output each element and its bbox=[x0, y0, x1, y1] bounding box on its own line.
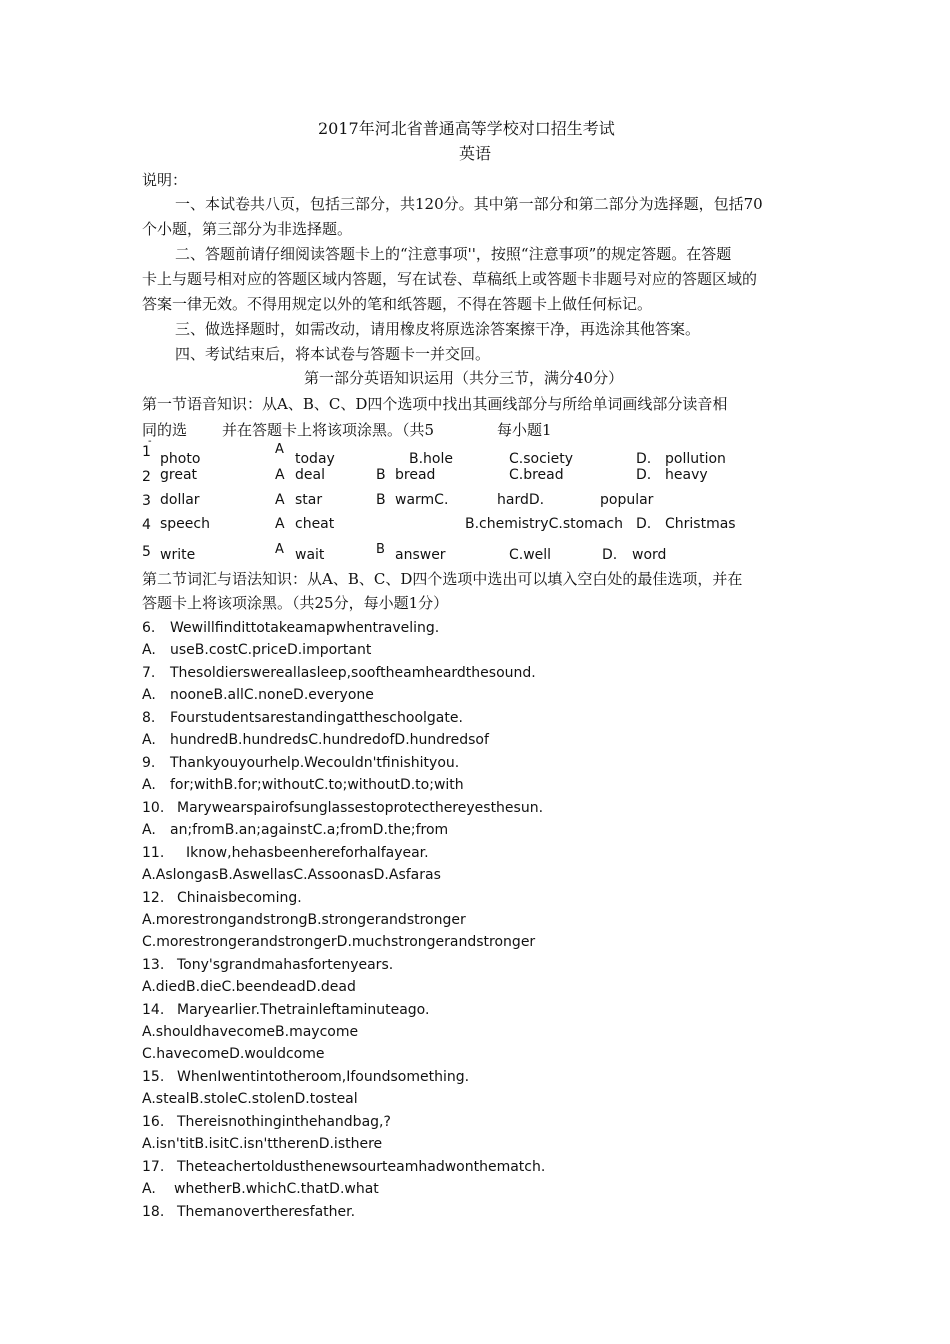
option-label: A. bbox=[142, 642, 156, 658]
question-number: 10. bbox=[142, 800, 165, 816]
phonetic-q3-word: dollar bbox=[160, 492, 200, 508]
question-number: 14. bbox=[142, 1002, 165, 1018]
question-number: 12. bbox=[142, 890, 165, 906]
option-text: whetherB.whichC.thatD.what bbox=[174, 1181, 379, 1197]
option-text: an;fromB.an;againstC.a;fromD.the;from bbox=[170, 822, 449, 838]
option-text: hundredB.hundredsC.hundredofD.hundredsof bbox=[170, 732, 489, 748]
phonetic-q5-d: word bbox=[632, 547, 667, 563]
phonetic-q4-a-label: A bbox=[275, 516, 285, 532]
question-text: Thankyouyourhelp.Wecouldn'tfinishityou. bbox=[170, 755, 460, 771]
instruction-2-line-1: 二、答题前请仔细阅读答题卡上的“注意事项''，按照“注意事项”的规定答题。在答题 bbox=[175, 245, 732, 263]
phonetic-q5-d-label: D. bbox=[602, 547, 618, 563]
question-text: Chinaisbecoming. bbox=[177, 890, 302, 906]
question-number: 8. bbox=[142, 710, 156, 726]
question-text: Tony'sgrandmahasfortenyears. bbox=[177, 957, 394, 973]
option-text: useB.costC.priceD.important bbox=[170, 642, 372, 658]
phonetic-q4-a: cheat bbox=[295, 516, 335, 532]
instruction-1-line-2: 个小题，第三部分为非选择题。 bbox=[142, 220, 353, 238]
phonetic-q1-word: photo bbox=[160, 451, 201, 467]
option-text: A.isn'titB.isitC.isn'ttherenD.isthere bbox=[142, 1136, 383, 1152]
phonetic-q1-b: B.hole bbox=[409, 451, 453, 467]
question-number: 6. bbox=[142, 620, 156, 636]
option-text: C.havecomeD.wouldcome bbox=[142, 1046, 325, 1062]
phonetic-q5-b: answer bbox=[395, 547, 446, 563]
phonetic-q2-c: C.bread bbox=[509, 467, 564, 483]
question-number: 7. bbox=[142, 665, 156, 681]
phonetic-q1-a: today bbox=[295, 451, 335, 467]
phonetic-q3-a: star bbox=[295, 492, 323, 508]
phonetic-q3-c: hardD. bbox=[497, 492, 545, 508]
question-text: Maryearlier.Thetrainleftaminuteago. bbox=[177, 1002, 430, 1018]
instruction-2-line-3: 答案一律无效。不得用规定以外的笔和纸答题，不得在答题卡上做任何标记。 bbox=[142, 295, 653, 313]
option-text: nooneB.allC.noneD.everyone bbox=[170, 687, 374, 703]
phonetic-q2-b: bread bbox=[395, 467, 436, 483]
instruction-3: 三、做选择题时，如需改动，请用橡皮将原选涂答案擦干净，再选涂其他答案。 bbox=[175, 320, 701, 338]
instruction-1-line-1: 一、本试卷共八页，包括三部分，共120分。其中第一部分和第二部分为选择题，包括70 bbox=[175, 195, 763, 213]
phonetic-q3-number: 3 bbox=[142, 493, 151, 509]
option-label: A. bbox=[142, 777, 156, 793]
option-label: A. bbox=[142, 822, 156, 838]
phonetic-q3-b-label: B bbox=[376, 492, 386, 508]
option-text: C.morestrongerandstrongerD.muchstrongerandstronger bbox=[142, 934, 536, 950]
question-number: 18. bbox=[142, 1204, 165, 1220]
phonetic-q2-d: heavy bbox=[665, 467, 708, 483]
option-text: A.diedB.dieC.beendeadD.dead bbox=[142, 979, 356, 995]
phonetic-q2-word: great bbox=[160, 467, 198, 483]
question-text: Themanovertheresfather. bbox=[177, 1204, 356, 1220]
phonetic-q4-bc: B.chemistryC.stomach bbox=[465, 516, 623, 532]
question-number: 13. bbox=[142, 957, 165, 973]
phonetic-q3-a-label: A bbox=[275, 492, 285, 508]
phonetic-q4-d-label: D. bbox=[636, 516, 652, 532]
option-text: A.AslongasB.AswellasC.AssoonasD.Asfaras bbox=[142, 867, 441, 883]
phonetic-q5-a: wait bbox=[295, 547, 325, 563]
question-number: 11. bbox=[142, 845, 165, 861]
phonetic-q4-d: Christmas bbox=[665, 516, 736, 532]
question-text: Thereisnothinginthehandbag,? bbox=[177, 1114, 391, 1130]
phonetic-q4-word: speech bbox=[160, 516, 210, 532]
question-number: 9. bbox=[142, 755, 156, 771]
phonetic-q1-c: C.society bbox=[509, 451, 574, 467]
section2-line-2: 答题卡上将该项涂黑。（共25分，每小题1分） bbox=[142, 594, 449, 612]
option-label: A. bbox=[142, 1181, 156, 1197]
part1-heading: 第一部分英语知识运用（共分三节，满分40分） bbox=[304, 369, 624, 387]
phonetic-q5-b-label: B bbox=[376, 542, 385, 557]
question-text: Theteachertoldusthenewsourteamhadwonthematch. bbox=[177, 1159, 546, 1175]
phonetic-q1-a-label: A bbox=[275, 442, 284, 457]
section1-line-2a: 同的选 bbox=[142, 421, 188, 439]
section1-line-1: 第一节语音知识：从A、B、C、D四个选项中找出其画线部分与所给单词画线部分读音相 bbox=[142, 395, 728, 413]
phonetic-q2-a: deal bbox=[295, 467, 325, 483]
question-text: Marywearspairofsunglassestoprotecthereyesthesun. bbox=[177, 800, 544, 816]
phonetic-q2-a-label: A bbox=[275, 467, 285, 483]
exam-subject: 英语 bbox=[459, 144, 492, 163]
question-text: Thesoldierswereallasleep,sooftheamheardthesound. bbox=[170, 665, 536, 681]
option-text: A.shouldhavecomeB.maycome bbox=[142, 1024, 359, 1040]
phonetic-q3-d: popular bbox=[600, 492, 654, 508]
phonetic-q5-c: C.well bbox=[509, 547, 552, 563]
question-text: WhenIwentintotheroom,Ifoundsomething. bbox=[177, 1069, 470, 1085]
phonetic-q5-number: 5 bbox=[142, 544, 151, 560]
instruction-2-line-2: 卡上与题号相对应的答题区域内答题，写在试卷、草稿纸上或答题卡非题号对应的答题区域的 bbox=[142, 270, 758, 288]
question-text: Iknow,hehasbeenhereforhalfayear. bbox=[186, 845, 429, 861]
instructions-heading: 说明： bbox=[142, 171, 188, 189]
phonetic-q5-word: write bbox=[160, 547, 196, 563]
question-number: 15. bbox=[142, 1069, 165, 1085]
section1-line-2b: 并在答题卡上将该项涂黑。（共5 bbox=[222, 421, 435, 439]
phonetic-q4-number: 4 bbox=[142, 517, 151, 533]
section1-mark: - bbox=[148, 436, 152, 447]
question-number: 17. bbox=[142, 1159, 165, 1175]
phonetic-q5-a-label: A bbox=[275, 542, 284, 557]
section2-line-1: 第二节词汇与语法知识：从A、B、C、D四个选项中选出可以填入空白处的最佳选项，并在 bbox=[142, 570, 743, 588]
option-text: A.morestrongandstrongB.strongerandstronger bbox=[142, 912, 466, 928]
section1-line-2c: 每小题1 bbox=[497, 421, 552, 439]
instruction-4: 四、考试结束后，将本试卷与答题卡一并交回。 bbox=[175, 345, 491, 363]
phonetic-q1-number: 1 bbox=[142, 444, 151, 460]
option-text: A.stealB.stoleC.stolenD.tosteal bbox=[142, 1091, 358, 1107]
question-text: Wewillfindittotakeamapwhentraveling. bbox=[170, 620, 440, 636]
option-label: A. bbox=[142, 732, 156, 748]
phonetic-q2-d-label: D. bbox=[636, 467, 652, 483]
phonetic-q2-number: 2 bbox=[142, 469, 151, 485]
phonetic-q3-b: warmC. bbox=[395, 492, 449, 508]
exam-title: 2017年河北省普通高等学校对口招生考试 bbox=[318, 119, 615, 138]
phonetic-q1-d: pollution bbox=[665, 451, 726, 467]
option-text: for;withB.for;withoutC.to;withoutD.to;with bbox=[170, 777, 464, 793]
question-text: Fourstudentsarestandingattheschoolgate. bbox=[170, 710, 463, 726]
phonetic-q2-b-label: B bbox=[376, 467, 386, 483]
question-number: 16. bbox=[142, 1114, 165, 1130]
option-label: A. bbox=[142, 687, 156, 703]
phonetic-q1-d-label: D. bbox=[636, 451, 652, 467]
